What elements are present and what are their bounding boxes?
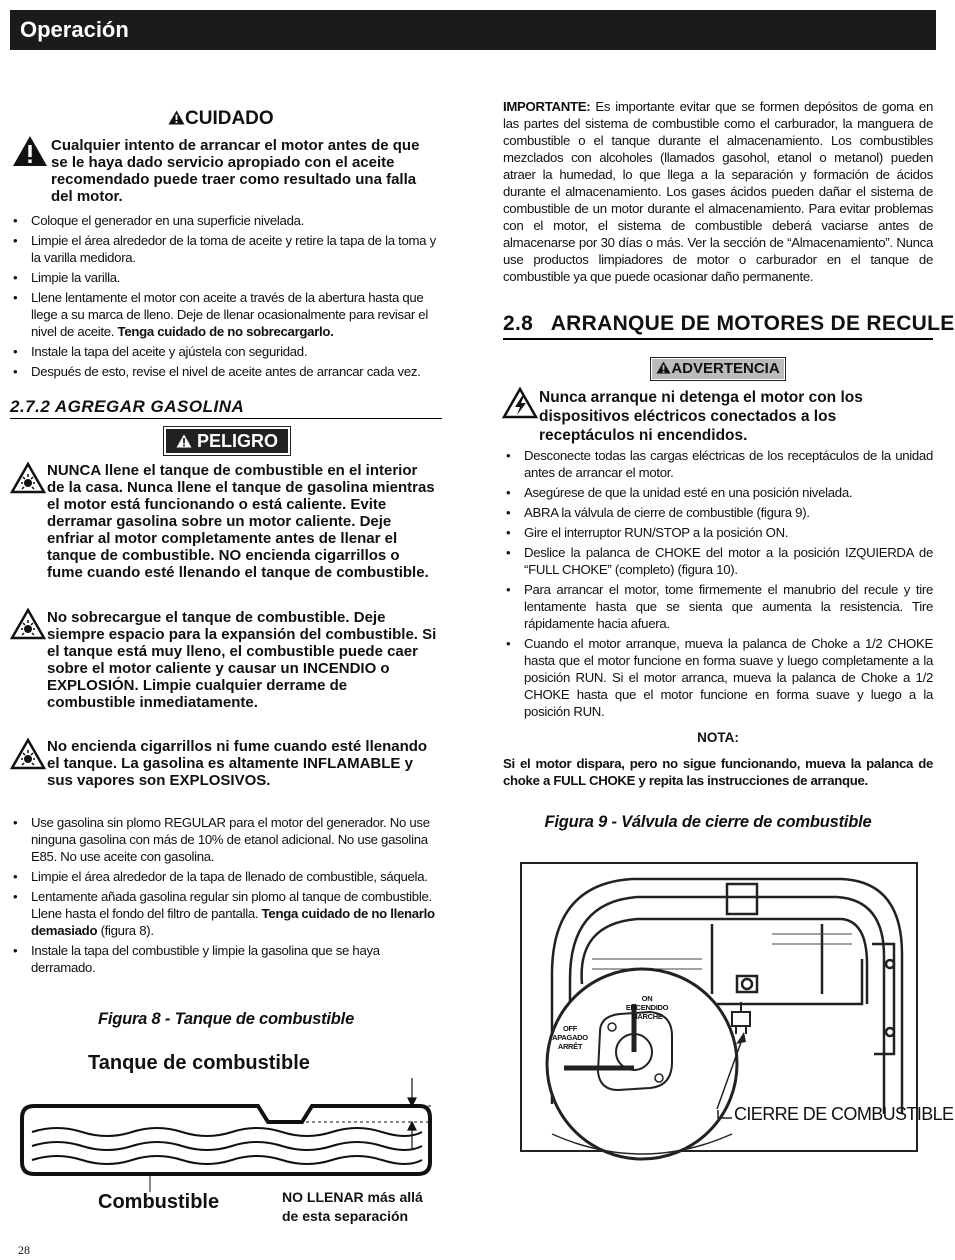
page-header: [10, 10, 936, 50]
list-item: • Limpie la varilla.: [10, 269, 442, 286]
danger-warning-2: No sobrecargue el tanque de combustible. Deje siempre espacio para la expansión del combustible. Si el tanque está muy lleno, el combustible puede caer sobre el motor caliente y causar un INCENDIO o EXPLOSIÓN. Limpie cualquier derrame de combustible inmediatamente.: [47, 609, 437, 711]
caution-label: CUIDADO: [185, 108, 274, 129]
starting-instructions-list: [503, 447, 933, 723]
page-number: 28: [18, 1243, 30, 1257]
tank-label: Tanque de combustible: [88, 1052, 310, 1074]
warning-badge: [651, 358, 785, 380]
list-item: • Asegúrese de que la unidad esté en una posición nivelada.: [503, 484, 933, 501]
list-item: • Instale la tapa del aceite y ajústela con seguridad.: [10, 343, 442, 360]
list-item: • Instale la tapa del combustible y limpie la gasolina que se haya derramado.: [10, 942, 442, 976]
danger-label: PELIGRO: [197, 431, 279, 451]
list-item: • ABRA la válvula de cierre de combustible (figura 9).: [503, 504, 933, 521]
caution-heading: [168, 108, 274, 130]
fuel-shutoff-label: CIERRE DE COMBUSTIBLE: [734, 1104, 954, 1124]
list-item: • Para arrancar el motor, tome firmemente el manubrio del recule y tire lentamente hasta que se sienta que aumenta la resistencia. Tire rápidamente hacia afuera.: [503, 581, 933, 632]
list-item: • Después de esto, revise el nivel de aceite antes de arrancar cada vez.: [10, 363, 442, 380]
fuel-label: Combustible: [98, 1191, 220, 1213]
section-heading-272: 2.7.2 AGREGAR GASOLINA: [10, 397, 442, 419]
list-item: • Limpie el área alrededor de la tapa de llenado de combustible, sáquela.: [10, 868, 442, 885]
fire-hazard-icon: [11, 739, 45, 769]
danger-warning-3: No encienda cigarrillos ni fume cuando esté llenando el tanque. La gasolina es altamente INFLAMABLE y sus vapores son EXPLOSIVOS.: [47, 738, 428, 789]
warning-text: Nunca arranque ni detenga el motor con los dispositivos eléctricos conectados a los receptáculos ni encendidos.: [539, 389, 863, 444]
caution-text: Cualquier intento de arrancar el motor antes de que se le haya dado servicio apropiado con el aceite recomendado puede traer como resultado una falla del motor.: [51, 137, 420, 205]
list-item: • Deslice la palanca de CHOKE del motor a la posición IZQUIERDA de “FULL CHOKE” (completo) (figura 10).: [503, 544, 933, 578]
list-item: • Limpie el área alrededor de la toma de aceite y retire la tapa de la toma y la varilla medidora.: [10, 232, 442, 266]
figure-8-caption: Figura 8 - Tanque de combustible: [97, 1010, 355, 1028]
list-item: • Desconecte todas las cargas eléctricas de los receptáculos de la unidad antes de arrancar el motor.: [503, 447, 933, 481]
page-title: Operación: [20, 17, 129, 42]
figure-9-caption: Figura 9 - Válvula de cierre de combustible: [544, 813, 872, 831]
list-item: • Coloque el generador en una superficie nivelada.: [10, 212, 442, 229]
gasoline-instructions-list: [10, 814, 442, 979]
note-text: Si el motor dispara, pero no sigue funcionando, mueva la palanca de choke a FULL CHOKE y repita las instrucciones de arranque.: [503, 756, 933, 788]
list-item: • Lentamente añada gasolina regular sin plomo al tanque de combustible. Llene hasta el fondo del filtro de pantalla. Tenga cuidado de no llenarlo demasiado (figura 8).: [10, 888, 442, 939]
fuel-tank-diagram: [20, 1076, 440, 1186]
electric-shock-icon: [503, 388, 537, 418]
alert-triangle-icon: [656, 361, 671, 374]
no-fill-label: NO LLENAR más allá de esta separación: [282, 1189, 423, 1224]
fire-hazard-icon: [11, 609, 45, 639]
list-item: • Llene lentamente el motor con aceite a través de la abertura hasta que llege a su marca de lleno. Deje de llenar ocasionalmente para revisar el nivel de aceite. Tenga cuidado de no sobrecargarlo.: [10, 289, 442, 340]
on-label: ON ENCENDIDO MARCHE: [625, 994, 669, 1021]
warning-label: ADVERTENCIA: [671, 360, 780, 377]
alert-triangle-icon: [168, 110, 185, 125]
alert-triangle-icon: [176, 434, 192, 448]
caution-triangle-icon: [12, 135, 48, 167]
list-item: • Gire el interruptor RUN/STOP a la posición ON.: [503, 524, 933, 541]
important-paragraph: IMPORTANTE: Es importante evitar que se formen depósitos de goma en las partes del sistema de combustible como el carburador, la manguera de combustible o el tanque durante el almacenamiento. Los combustibles mezclados con alcoholes (llamados gasohol, etanol o metanol) pueden atraer la humedad, lo que llega a la separación y formación de ácidos durante el almacenamiento. Los gases ácidos pueden dañar el sistema de combustible de un motor durante el almacenamiento. Para evitar problemas con el motor, el sistema de combustible deberá vaciarse antes de almacenarse por 30 días o más. Ver la sección de “Almacenamiento”. Nunca use productos limpiadores de motor o carburador en el tanque de combustible ya que puede ocasionar daño permanente.: [503, 99, 933, 284]
danger-badge: [164, 427, 290, 455]
fuel-valve-figure: [520, 862, 954, 1152]
oil-instructions-list: [10, 212, 442, 383]
explosion-hazard-icon: [11, 463, 45, 493]
list-item: • Use gasolina sin plomo REGULAR para el motor del generador. No use ninguna gasolina con más de 10% de etanol adicional. No use gasolina E85. No use aceite con gasolina.: [10, 814, 442, 865]
note-heading: NOTA:: [697, 730, 739, 745]
danger-warning-1: NUNCA llene el tanque de combustible en el interior de la casa. Nunca llene el tanque de gasolina mientras el motor está funcionando o está caliente. Evite derramar gasolina sobre un motor caliente. Deje enfriar al motor completamente antes de llenar el tanque de combustible. NO encienda cigarrillos o fume cuando esté llenando el tanque de combustible.: [47, 462, 435, 581]
list-item: • Cuando el motor arranque, mueva la palanca de Choke a 1/2 CHOKE hasta que el motor funcione en forma suave y luego completamente a la posición RUN. Si el motor arranca, mueva la palanca de Choke a 1/2 CHOKE hasta que el motor funcione en forma suave y luego a la posición RUN.: [503, 635, 933, 720]
section-heading-28: 2.8 ARRANQUE DE MOTORES DE RECULE: [503, 312, 933, 340]
off-label: OFF APAGADO ARRÊT: [552, 1024, 588, 1051]
